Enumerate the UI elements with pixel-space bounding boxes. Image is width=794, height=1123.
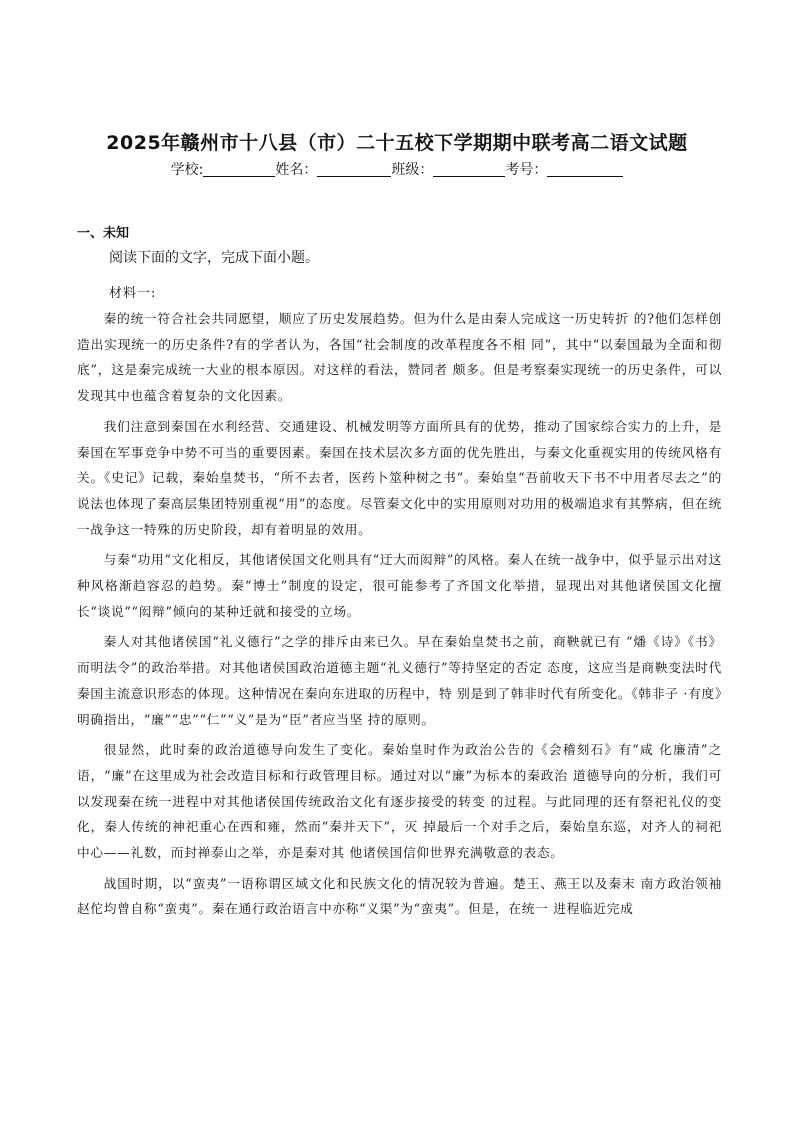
passage-body (77, 306, 722, 927)
exam-number-blank[interactable] (547, 162, 623, 177)
passage-paragraph: 战国时期，以“蛮夷”一语称谓区域文化和民族文化的情况较为普遍。楚王、燕王以及秦末 南方政治领袖赵佗均曾自称“蛮夷”。秦在通行政治语言中亦称“义渠”为“蛮夷”。但是，在统一 进程临近完成 (77, 875, 722, 917)
class-blank[interactable] (433, 162, 505, 177)
passage-paragraph: 我们注意到秦国在水利经营、交通建设、机械发明等方面所具有的优势，推动了国家综合实力的上升，是秦国在军事竞争中势不可当的重要因素。秦国在技术层次多方面的优先胜出，与秦文化重视实用的传统风格有关。《史记》记载，秦始皇焚书，“所不去者，医药卜筮种树之书”。秦始皇“吾前收天下书不中用者尽去之”的说法也体现了秦高层集团特别重视“用”的态度。尽管秦文化中的实用原则对功用的极端追求有其弊病，但在统一战争这一特殊的历史阶段，却有着明显的效用。 (77, 418, 722, 537)
school-label: 学校: (170, 162, 204, 178)
section-heading: 一、未知 (77, 226, 130, 241)
passage-paragraph: 秦的统一符合社会共同愿望，顺应了历史发展趋势。但为什么是由秦人完成这一历史转折 的?他们怎样创造出实现统一的历史条件?有的学者认为，各国“社会制度的改革程度各不相 同”，其中“以秦国最为全面和彻底”，这是秦完成统一大业的根本原因。对这样的看法，赞同者 颇多。但是考察秦实现统一的历史条件，可以发现其中也蕴含着复杂的文化因素。 (77, 311, 722, 404)
page-title: 2025年赣州市十八县（市）二十五校下学期期中联考高二语文试题 (106, 132, 688, 154)
student-info-line (0, 159, 794, 179)
name-blank[interactable] (317, 162, 391, 177)
passage-paragraph: 很显然，此时秦的政治道德导向发生了变化。秦始皇时作为政治公告的《会稽刻石》有“咸 化廉清”之语，“廉”在这里成为社会改造目标和行政管理目标。通过对以“廉”为标本的秦政治 道德导向的分析，我们可以发现秦在统一进程中对其他诸侯国传统政治文化有逐步接受的转变 的过程。与此同理的还有祭祀礼仪的变化，秦人传统的神祀重心在西和雍，然而“秦并天下”，灭 掉最后一个对手之后，秦始皇东巡，对齐人的祠祀中心——礼数，而封禅泰山之举，亦是秦对其 他诸侯国信仰世界充满敬意的表态。 (77, 742, 722, 861)
class-label: 班级： (391, 162, 434, 178)
name-label: 姓名： (275, 162, 318, 178)
passage-paragraph: 与秦“功用”文化相反，其他诸侯国文化则具有“迂大而闳辩”的风格。秦人在统一战争中，似乎显示出对这种风格渐趋容忍的趋势。秦“博士”制度的设定，很可能参考了齐国文化举措，显现出对其他诸侯国文化擅长“谈说”“闳辩”倾向的某种迁就和接受的立场。 (77, 552, 722, 619)
material-label: 材料一: (109, 286, 157, 301)
exam-number-label: 考号： (505, 162, 548, 178)
school-blank[interactable] (203, 162, 275, 177)
passage-paragraph: 秦人对其他诸侯国“礼义德行”之学的排斥由来已久。早在秦始皇焚书之前，商鞅就已有 “燔《诗》《书》而明法令”的政治举措。对其他诸侯国政治道德主题“礼义德行”等持坚定的否定 态度，这应当是商鞅变法时代秦国主流意识形态的体现。这种情况在秦向东进取的历程中，特 别是到了韩非时代有所变化。《韩非子 ·有度》明确指出，“廉”“忠”“仁”“义”是为“臣”者应当坚 持的原则。 (77, 634, 722, 727)
question-instruction: 阅读下面的文字，完成下面小题。 (109, 250, 319, 266)
